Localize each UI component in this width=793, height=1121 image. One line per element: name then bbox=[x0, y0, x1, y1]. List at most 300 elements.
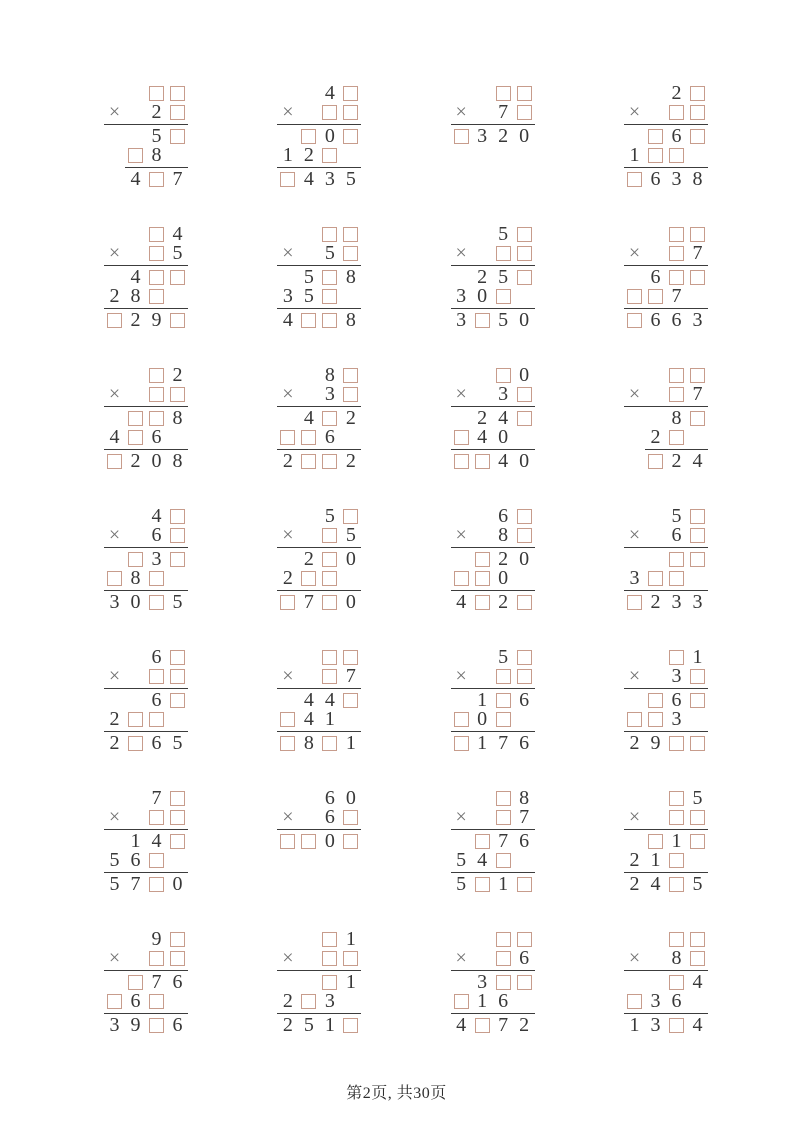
multiplier-row bbox=[277, 949, 361, 968]
digit-cell bbox=[167, 84, 188, 103]
blank-cell bbox=[451, 550, 472, 569]
times-icon: × bbox=[628, 806, 641, 828]
multiplier-row bbox=[624, 244, 708, 263]
digit-cell bbox=[277, 832, 298, 851]
blank-cell bbox=[472, 225, 493, 244]
multiplication-problem bbox=[277, 789, 361, 851]
digit-cell: 7 bbox=[671, 285, 682, 307]
blank-cell bbox=[645, 84, 666, 103]
answer-box bbox=[322, 528, 337, 543]
digit-cell bbox=[687, 667, 708, 686]
blank-cell bbox=[298, 648, 319, 667]
blank-cell bbox=[298, 225, 319, 244]
digit-cell: 5 bbox=[671, 505, 682, 527]
digit-cell bbox=[167, 127, 188, 146]
multiplier-row bbox=[451, 526, 535, 545]
partial-product-row bbox=[624, 569, 708, 588]
digit-cell bbox=[687, 507, 708, 526]
digit-cell: 3 bbox=[629, 567, 640, 589]
digit-cell bbox=[146, 287, 167, 306]
digit-cell bbox=[645, 691, 666, 710]
partial-product-row bbox=[277, 710, 361, 729]
digit-cell bbox=[666, 734, 687, 753]
blank-cell bbox=[514, 428, 535, 447]
digit-cell: 6 bbox=[519, 732, 530, 754]
digit-cell: 2 bbox=[629, 732, 640, 754]
digit-cell bbox=[472, 593, 493, 612]
digit-cell: 0 bbox=[477, 285, 488, 307]
answer-box bbox=[170, 528, 185, 543]
digit-cell: 6 bbox=[324, 426, 335, 448]
multiplier-row bbox=[624, 808, 708, 827]
digit-cell bbox=[146, 170, 167, 189]
digit-cell bbox=[146, 875, 167, 894]
digit-cell bbox=[514, 385, 535, 404]
blank-cell bbox=[104, 973, 125, 992]
digit-cell bbox=[666, 875, 687, 894]
blank-cell bbox=[125, 366, 146, 385]
partial-product-row bbox=[104, 428, 188, 447]
answer-box bbox=[517, 509, 532, 524]
multiplication-problem bbox=[624, 225, 708, 330]
answer-box bbox=[128, 430, 143, 445]
answer-box bbox=[149, 712, 164, 727]
digit-cell: 0 bbox=[519, 309, 530, 331]
multiplication-problem bbox=[104, 366, 188, 471]
digit-cell bbox=[319, 452, 340, 471]
answer-box bbox=[648, 148, 663, 163]
answer-box bbox=[280, 430, 295, 445]
answer-box bbox=[280, 595, 295, 610]
digit-cell bbox=[125, 409, 146, 428]
multiply-rule bbox=[277, 829, 361, 830]
digit-cell: 6 bbox=[324, 806, 335, 828]
digit-cell bbox=[146, 667, 167, 686]
digit-cell: 6 bbox=[519, 947, 530, 969]
blank-cell bbox=[298, 507, 319, 526]
blank-cell bbox=[472, 808, 493, 827]
digit-cell: 4 bbox=[498, 450, 509, 472]
multiplication-problem bbox=[104, 507, 188, 612]
times-icon: × bbox=[108, 101, 121, 123]
digit-cell bbox=[104, 569, 125, 588]
multiply-rule bbox=[104, 688, 188, 689]
digit-cell: 3 bbox=[456, 285, 467, 307]
answer-box bbox=[301, 454, 316, 469]
answer-box bbox=[170, 105, 185, 120]
multiply-rule bbox=[624, 829, 708, 830]
digit-cell bbox=[340, 385, 361, 404]
digit-cell bbox=[167, 507, 188, 526]
digit-cell: 0 bbox=[498, 426, 509, 448]
digit-cell bbox=[298, 832, 319, 851]
blank-cell bbox=[624, 268, 645, 287]
blank-cell bbox=[167, 851, 188, 870]
product-row bbox=[277, 734, 361, 753]
answer-box bbox=[301, 430, 316, 445]
times-icon: × bbox=[628, 947, 641, 969]
digit-cell: 7 bbox=[130, 873, 141, 895]
digit-cell: 3 bbox=[151, 548, 162, 570]
answer-box bbox=[627, 712, 642, 727]
answer-box bbox=[107, 454, 122, 469]
digit-cell bbox=[319, 569, 340, 588]
answer-box bbox=[170, 932, 185, 947]
product-row bbox=[451, 734, 535, 753]
digit-cell: 6 bbox=[671, 990, 682, 1012]
digit-cell: 0 bbox=[498, 567, 509, 589]
digit-cell: 5 bbox=[303, 1014, 314, 1036]
multiplier-row bbox=[277, 103, 361, 122]
multiply-rule bbox=[624, 547, 708, 548]
blank-cell bbox=[472, 526, 493, 545]
answer-box bbox=[690, 411, 705, 426]
blank-cell bbox=[451, 691, 472, 710]
answer-box bbox=[280, 172, 295, 187]
digit-cell bbox=[104, 992, 125, 1011]
blank-cell bbox=[125, 225, 146, 244]
answer-box bbox=[475, 571, 490, 586]
digit-cell bbox=[146, 710, 167, 729]
answer-box bbox=[496, 693, 511, 708]
digit-cell: 1 bbox=[282, 144, 293, 166]
answer-box bbox=[517, 932, 532, 947]
digit-cell: 5 bbox=[498, 646, 509, 668]
multiplication-problem bbox=[451, 789, 535, 894]
answer-box bbox=[648, 289, 663, 304]
partial-product-row bbox=[104, 127, 188, 146]
answer-box bbox=[690, 368, 705, 383]
answer-box bbox=[149, 289, 164, 304]
digit-cell bbox=[493, 789, 514, 808]
product-row bbox=[624, 170, 708, 189]
digit-cell bbox=[340, 127, 361, 146]
blank-cell bbox=[298, 526, 319, 545]
answer-box bbox=[669, 552, 684, 567]
digit-cell bbox=[666, 385, 687, 404]
answer-box bbox=[517, 270, 532, 285]
blank-cell bbox=[298, 385, 319, 404]
answer-box bbox=[517, 650, 532, 665]
digit-cell: 0 bbox=[345, 548, 356, 570]
digit-cell: 1 bbox=[345, 732, 356, 754]
multiplier-row bbox=[451, 385, 535, 404]
partial-product-row bbox=[104, 550, 188, 569]
answer-box bbox=[690, 227, 705, 242]
digit-cell bbox=[146, 1016, 167, 1035]
digit-cell: 8 bbox=[692, 168, 703, 190]
digit-cell: 3 bbox=[109, 1014, 120, 1036]
blank-cell bbox=[104, 550, 125, 569]
digit-cell bbox=[451, 710, 472, 729]
multiply-rule bbox=[451, 265, 535, 266]
digit-cell: 1 bbox=[477, 732, 488, 754]
digit-cell bbox=[319, 930, 340, 949]
answer-box bbox=[322, 454, 337, 469]
answer-box bbox=[669, 975, 684, 990]
blank-cell bbox=[277, 409, 298, 428]
multiplication-problem bbox=[624, 648, 708, 753]
multiply-rule bbox=[624, 406, 708, 407]
product-row bbox=[104, 452, 188, 471]
answer-box bbox=[170, 669, 185, 684]
digit-cell: 2 bbox=[671, 450, 682, 472]
digit-cell: 2 bbox=[650, 591, 661, 613]
answer-box bbox=[496, 669, 511, 684]
answer-box bbox=[128, 552, 143, 567]
times-icon: × bbox=[108, 947, 121, 969]
digit-cell: 7 bbox=[345, 665, 356, 687]
digit-cell: 0 bbox=[172, 873, 183, 895]
blank-cell bbox=[645, 808, 666, 827]
digit-cell bbox=[319, 103, 340, 122]
digit-cell bbox=[125, 710, 146, 729]
digit-cell bbox=[146, 808, 167, 827]
digit-cell bbox=[687, 734, 708, 753]
digit-cell bbox=[687, 526, 708, 545]
digit-cell bbox=[167, 311, 188, 330]
answer-box bbox=[107, 313, 122, 328]
blank-cell bbox=[451, 973, 472, 992]
digit-cell bbox=[319, 648, 340, 667]
answer-box bbox=[475, 313, 490, 328]
multiplication-problem bbox=[277, 225, 361, 330]
answer-box bbox=[669, 650, 684, 665]
multiplication-problem bbox=[104, 225, 188, 330]
answer-box bbox=[648, 693, 663, 708]
multiplier-row bbox=[104, 385, 188, 404]
blank-cell bbox=[451, 409, 472, 428]
digit-cell: 2 bbox=[303, 548, 314, 570]
answer-box bbox=[128, 736, 143, 751]
blank-cell bbox=[298, 103, 319, 122]
digit-cell bbox=[319, 949, 340, 968]
answer-box bbox=[149, 994, 164, 1009]
digit-cell: 6 bbox=[172, 971, 183, 993]
digit-cell: 8 bbox=[151, 144, 162, 166]
multiplier-row bbox=[277, 244, 361, 263]
digit-cell bbox=[167, 691, 188, 710]
digit-cell: 4 bbox=[303, 168, 314, 190]
digit-cell bbox=[340, 225, 361, 244]
digit-cell bbox=[167, 268, 188, 287]
digit-cell: 2 bbox=[109, 285, 120, 307]
digit-cell: 5 bbox=[151, 125, 162, 147]
digit-cell: 3 bbox=[671, 665, 682, 687]
digit-cell: 4 bbox=[477, 426, 488, 448]
product-row bbox=[277, 311, 361, 330]
answer-box bbox=[669, 430, 684, 445]
answer-box bbox=[690, 509, 705, 524]
digit-cell: 0 bbox=[151, 450, 162, 472]
answer-box bbox=[280, 712, 295, 727]
blank-cell bbox=[340, 146, 361, 165]
answer-box bbox=[149, 227, 164, 242]
answer-box bbox=[343, 1018, 358, 1033]
blank-cell bbox=[104, 146, 125, 165]
answer-box bbox=[170, 951, 185, 966]
answer-box bbox=[128, 148, 143, 163]
answer-box bbox=[149, 246, 164, 261]
answer-box bbox=[149, 810, 164, 825]
blank-cell bbox=[687, 710, 708, 729]
digit-cell: 8 bbox=[671, 407, 682, 429]
blank-cell bbox=[514, 569, 535, 588]
multiplication-problem bbox=[624, 366, 708, 471]
digit-cell bbox=[687, 103, 708, 122]
digit-cell bbox=[146, 366, 167, 385]
blank-cell bbox=[340, 428, 361, 447]
blank-cell bbox=[277, 691, 298, 710]
partial-product-row bbox=[451, 409, 535, 428]
blank-cell bbox=[472, 507, 493, 526]
answer-box bbox=[301, 571, 316, 586]
digit-cell: 4 bbox=[650, 873, 661, 895]
blank-cell bbox=[472, 244, 493, 263]
digit-cell bbox=[167, 832, 188, 851]
digit-cell: 8 bbox=[303, 732, 314, 754]
digit-cell bbox=[167, 949, 188, 968]
blank-cell bbox=[645, 385, 666, 404]
multiplication-problem bbox=[277, 366, 361, 471]
blank-cell bbox=[514, 710, 535, 729]
answer-box bbox=[669, 148, 684, 163]
answer-box bbox=[690, 86, 705, 101]
digit-cell bbox=[687, 127, 708, 146]
digit-cell: 1 bbox=[324, 708, 335, 730]
blank-cell bbox=[340, 569, 361, 588]
blank-cell bbox=[624, 428, 645, 447]
multiplier-row bbox=[104, 808, 188, 827]
answer-box bbox=[627, 313, 642, 328]
answer-box bbox=[475, 552, 490, 567]
partial-product-row bbox=[277, 992, 361, 1011]
answer-box bbox=[170, 313, 185, 328]
digit-cell: 4 bbox=[456, 1014, 467, 1036]
digit-cell: 3 bbox=[109, 591, 120, 613]
digit-cell bbox=[340, 691, 361, 710]
partial-product-row bbox=[277, 691, 361, 710]
blank-cell bbox=[125, 526, 146, 545]
digit-cell bbox=[687, 832, 708, 851]
product-row bbox=[624, 1016, 708, 1035]
product-row bbox=[451, 452, 535, 471]
problem-row bbox=[104, 507, 708, 612]
answer-box bbox=[517, 411, 532, 426]
digit-cell: 8 bbox=[324, 364, 335, 386]
digit-cell bbox=[277, 710, 298, 729]
answer-box bbox=[322, 105, 337, 120]
digit-cell bbox=[666, 366, 687, 385]
times-icon: × bbox=[628, 665, 641, 687]
digit-cell: 2 bbox=[498, 125, 509, 147]
blank-cell bbox=[645, 648, 666, 667]
partial-product-row bbox=[624, 146, 708, 165]
digit-cell bbox=[493, 808, 514, 827]
blank-cell bbox=[125, 84, 146, 103]
digit-cell: 7 bbox=[692, 242, 703, 264]
blank-cell bbox=[472, 949, 493, 968]
blank-cell bbox=[472, 366, 493, 385]
answer-box bbox=[648, 129, 663, 144]
partial-product-row bbox=[104, 569, 188, 588]
digit-cell bbox=[340, 84, 361, 103]
digit-cell bbox=[645, 287, 666, 306]
answer-box bbox=[322, 270, 337, 285]
digit-cell bbox=[645, 710, 666, 729]
multiply-rule bbox=[624, 688, 708, 689]
problem-row bbox=[104, 930, 708, 1035]
digit-cell: 3 bbox=[671, 591, 682, 613]
digit-cell: 5 bbox=[498, 223, 509, 245]
digit-cell: 5 bbox=[345, 524, 356, 546]
multiply-rule bbox=[277, 688, 361, 689]
answer-box bbox=[475, 595, 490, 610]
digit-cell: 6 bbox=[650, 266, 661, 288]
answer-box bbox=[517, 246, 532, 261]
partial-product-row bbox=[624, 992, 708, 1011]
blank-cell bbox=[167, 428, 188, 447]
blank-cell bbox=[298, 244, 319, 263]
digit-cell: 5 bbox=[456, 849, 467, 871]
digit-cell bbox=[451, 992, 472, 1011]
digit-cell: 1 bbox=[692, 646, 703, 668]
partial-product-row bbox=[104, 710, 188, 729]
partial-product-row bbox=[624, 973, 708, 992]
answer-box bbox=[690, 932, 705, 947]
answer-box bbox=[669, 270, 684, 285]
digit-cell: 7 bbox=[692, 383, 703, 405]
answer-box bbox=[627, 994, 642, 1009]
digit-cell: 8 bbox=[172, 407, 183, 429]
digit-cell: 2 bbox=[282, 990, 293, 1012]
answer-box bbox=[496, 289, 511, 304]
partial-product-row bbox=[277, 287, 361, 306]
multiplier-row bbox=[104, 244, 188, 263]
digit-cell bbox=[146, 268, 167, 287]
digit-cell bbox=[514, 103, 535, 122]
answer-box bbox=[149, 387, 164, 402]
digit-cell bbox=[125, 428, 146, 447]
digit-cell: 1 bbox=[130, 830, 141, 852]
digit-cell: 2 bbox=[629, 873, 640, 895]
digit-cell bbox=[666, 244, 687, 263]
digit-cell: 2 bbox=[498, 548, 509, 570]
digit-cell: 7 bbox=[498, 732, 509, 754]
blank-cell bbox=[167, 992, 188, 1011]
partial-product-row bbox=[451, 550, 535, 569]
answer-box bbox=[149, 1018, 164, 1033]
digit-cell: 1 bbox=[629, 144, 640, 166]
answer-box bbox=[648, 834, 663, 849]
digit-cell: 0 bbox=[477, 708, 488, 730]
page-footer: 第2页, 共30页 bbox=[346, 1085, 447, 1102]
multiplier-row bbox=[451, 667, 535, 686]
multiplier-row bbox=[277, 385, 361, 404]
digit-cell: 1 bbox=[345, 971, 356, 993]
answer-box bbox=[454, 571, 469, 586]
answer-box bbox=[496, 975, 511, 990]
answer-box bbox=[517, 387, 532, 402]
blank-cell bbox=[645, 550, 666, 569]
answer-box bbox=[322, 148, 337, 163]
multiplication-problem bbox=[104, 930, 188, 1035]
multiplier-row bbox=[277, 526, 361, 545]
multiply-rule bbox=[624, 265, 708, 266]
product-row bbox=[624, 875, 708, 894]
answer-box bbox=[322, 552, 337, 567]
digit-cell bbox=[167, 789, 188, 808]
